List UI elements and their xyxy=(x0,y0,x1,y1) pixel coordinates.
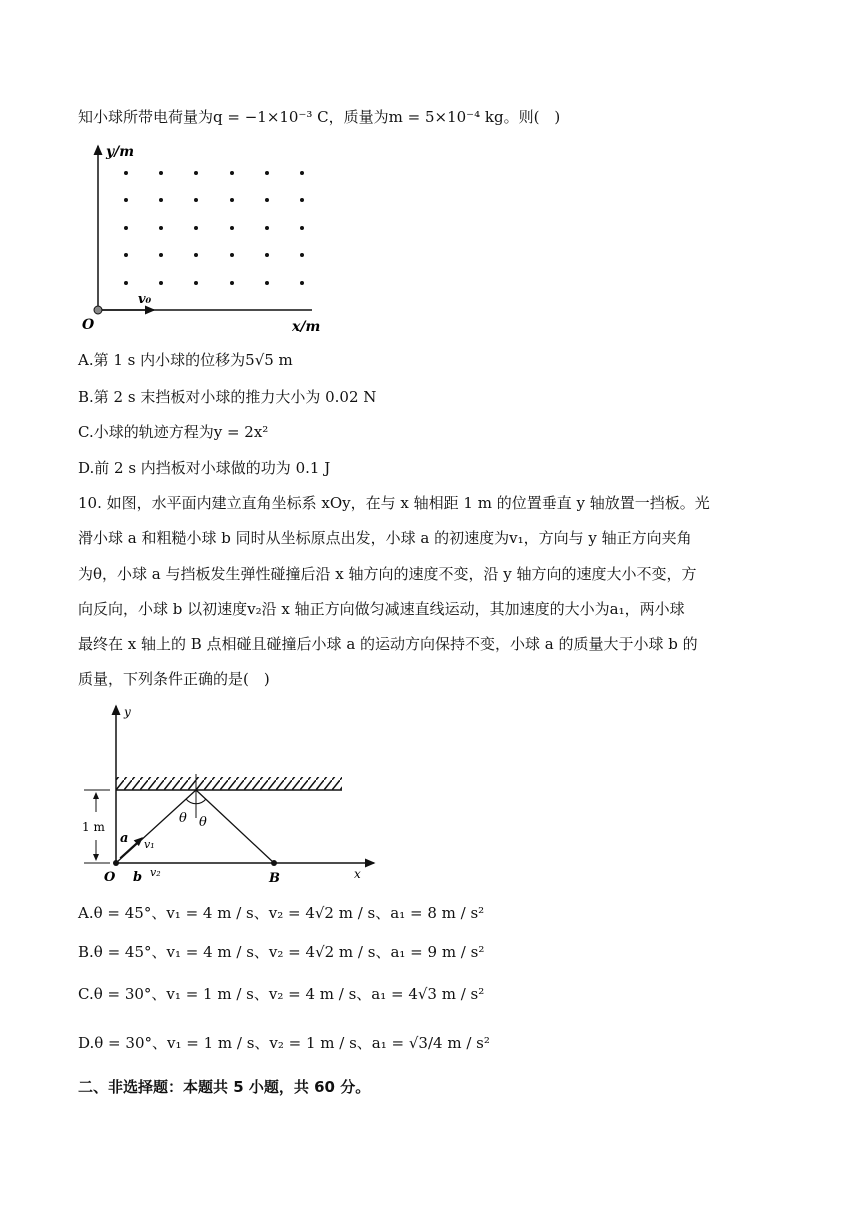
q9-stem-tail: 知小球所带电荷量为q = −1×10⁻³ C，质量为m = 5×10⁻⁴ kg。则( ) xyxy=(78,108,561,126)
q10-option-a: A.θ = 45°、v₁ = 4 m / s、v₂ = 4√2 m / s、a₁ = 8 m / s² xyxy=(78,904,485,922)
q10-B-label: B xyxy=(269,871,280,886)
q10-origin-point xyxy=(113,860,119,866)
q10-stem-line-5: 最终在 x 轴上的 B 点相碰且碰撞后小球 a 的运动方向保持不变，小球 a 的质量大于小球 b 的 xyxy=(78,635,698,653)
q9-velocity-label: v₀ xyxy=(138,292,152,307)
q10-trajectory-incoming xyxy=(116,790,196,863)
q9-origin-label: O xyxy=(82,317,95,333)
q9-option-d: D.前 2 s 内挡板对小球做的功为 0.1 J xyxy=(78,459,331,477)
q9-option-a: A.第 1 s 内小球的位移为5√5 m xyxy=(78,351,293,369)
q9-option-c: C.小球的轨迹方程为y = 2x² xyxy=(78,423,269,441)
q10-option-c: C.θ = 30°、v₁ = 1 m / s、v₂ = 4 m / s、a₁ = 4√3 m / s² xyxy=(78,985,485,1003)
q10-theta-left: θ xyxy=(179,811,187,826)
q10-stem-line-3: 为θ，小球 a 与挡板发生弹性碰撞后沿 x 轴方向的速度不变，沿 y 轴方向的速度大小不变，方 xyxy=(78,565,697,583)
q10-stem-line-1: 10. 如图，水平面内建立直角坐标系 xOy，在与 x 轴相距 1 m 的位置垂直 y 轴放置一挡板。光 xyxy=(78,494,710,512)
q9-x-label: x/m xyxy=(292,319,321,335)
q10-x-label: x xyxy=(354,867,361,881)
q10-a-label: a xyxy=(120,831,129,846)
q10-option-d: D.θ = 30°、v₁ = 1 m / s、v₂ = 1 m / s、a₁ = √3/4 m / s² xyxy=(78,1034,490,1052)
q10-stem-line-4: 向反向，小球 b 以初速度v₂沿 x 轴正方向做匀减速直线运动，其加速度的大小为a₁，两小球 xyxy=(78,600,685,618)
q9-magnetic-field-dots xyxy=(124,171,304,285)
q10-stem-line-2: 滑小球 a 和粗糙小球 b 同时从坐标原点出发，小球 a 的初速度为v₁，方向与 y 轴正方向夹角 xyxy=(78,529,692,547)
q10-v2-label: v₂ xyxy=(150,866,161,879)
q10-figure xyxy=(76,700,386,890)
q10-b-label: b xyxy=(133,870,143,885)
q10-point-B xyxy=(271,860,277,866)
q10-option-b: B.θ = 45°、v₁ = 4 m / s、v₂ = 4√2 m / s、a₁ = 9 m / s² xyxy=(78,943,485,961)
q9-figure xyxy=(80,140,340,340)
q9-y-label: y/m xyxy=(106,144,135,160)
q10-distance-label: 1 m xyxy=(82,820,105,834)
q10-origin-label: O xyxy=(104,870,116,885)
q10-y-label: y xyxy=(124,705,131,719)
q10-v1-label: v₁ xyxy=(144,838,155,851)
section-2-heading: 二、非选择题：本题共 5 小题，共 60 分。 xyxy=(78,1078,371,1096)
q10-trajectory-outgoing xyxy=(196,790,274,863)
q10-theta-right: θ xyxy=(199,815,207,830)
q10-stem-line-6: 质量，下列条件正确的是( ) xyxy=(78,670,270,688)
q10-baffle-hatch xyxy=(116,777,342,790)
q9-option-b: B.第 2 s 末挡板对小球的推力大小为 0.02 N xyxy=(78,388,377,406)
q9-ball xyxy=(94,306,102,314)
